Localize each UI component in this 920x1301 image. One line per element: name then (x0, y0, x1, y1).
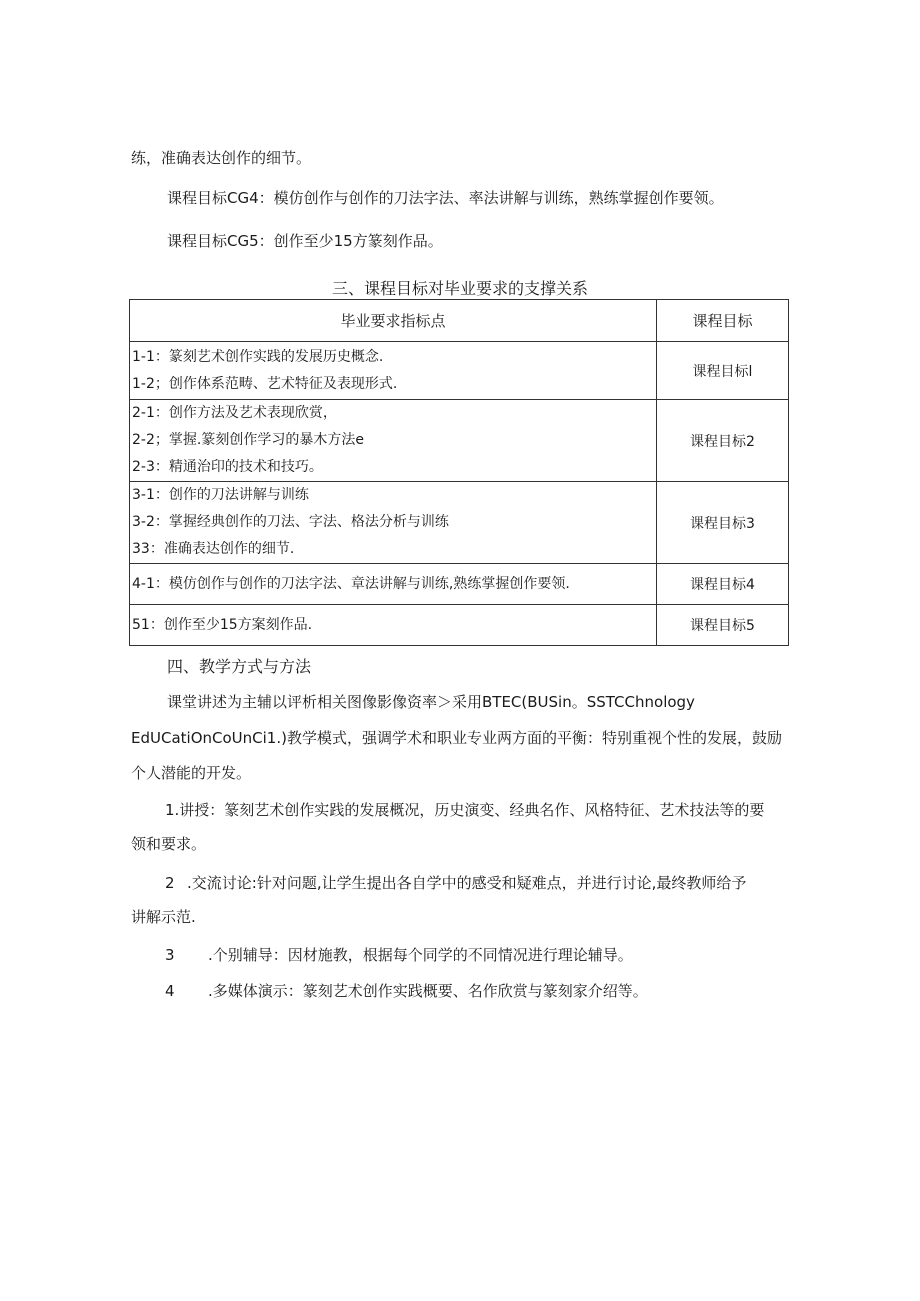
header-course-goal: 课程目标 (657, 300, 789, 342)
method-item-2-line-1 (165, 873, 746, 893)
table-row (130, 605, 789, 646)
method-item-2-number: 2 (165, 874, 175, 892)
point-line: 2-3：精通治印的技术和技巧。 (132, 459, 323, 475)
points-cell (130, 400, 657, 482)
goal-cell: 课程目标3 (657, 482, 789, 564)
method-item-2-line-2: 讲解示范. (131, 908, 196, 926)
goal-cell: 课程目标l (657, 342, 789, 400)
method-item-3-text: .个别辅导：因材施教，根据每个同学的不同情况进行理论辅导。 (208, 946, 633, 964)
point-line: 3-2：掌握经典创作的刀法、字法、格法分析与训练 (132, 514, 449, 530)
header-graduation-points: 毕业要求指标点 (130, 300, 657, 342)
method-item-2-text: .交流讨论:针对问题,让学生提出各自学中的感受和疑难点，并进行讨论,最终教师给予 (187, 874, 747, 892)
goal-cell: 课程目标2 (657, 400, 789, 482)
method-item-1-line-1: 1.讲授：篆刻艺术创作实践的发展概况，历史演变、经典名作、风格特征、艺术技法等的要 (165, 801, 765, 819)
method-item-1-line-2: 领和要求。 (131, 835, 207, 853)
method-item-4-text: .多媒体演示：篆刻艺术创作实践概要、名作欣赏与篆刻家介绍等。 (208, 982, 648, 1000)
point-line: 51：创作至少15方案刻作品. (132, 616, 313, 633)
point-line: 33：准确表达创作的细节. (132, 541, 295, 557)
method-item-3 (165, 945, 633, 965)
point-line: 3-1：创作的刀法讲解与训练 (132, 487, 309, 503)
method-item-4 (165, 981, 648, 1001)
intro-line-1: 课堂讲述为主辅以评析相关图像影像资率＞采用BTEC(BUSin。SSTCChnology (167, 693, 695, 711)
course-goal-cg5: 课程目标CG5：创作至少15方篆刻作品。 (167, 232, 443, 250)
table-row (130, 400, 789, 482)
point-line: 2-1：创作方法及艺术表现欣赏， (132, 405, 337, 421)
table-row (130, 342, 789, 400)
points-cell (130, 342, 657, 400)
intro-line-2: EdUCatiOnCoUnCi1.)教学模式，强调学术和职业专业两方面的平衡：特别重视个性的发展，鼓励 (131, 729, 782, 747)
point-line: 4-1：模仿创作与创作的刀法字法、章法讲解与训练,熟练掌握创作要领. (132, 575, 570, 592)
continued-text-line: 练，准确表达创作的细节。 (131, 149, 312, 167)
table-row (130, 482, 789, 564)
method-item-4-number: 4 (165, 982, 175, 1000)
goal-cell: 课程目标4 (657, 564, 789, 605)
point-line: 1-2；创作体系范畴、艺术特征及表现形式. (132, 375, 398, 392)
points-cell (130, 605, 657, 646)
point-line: 1-1：篆刻艺术创作实践的发展历史概念. (132, 348, 384, 365)
points-cell (130, 482, 657, 564)
method-item-3-number: 3 (165, 946, 175, 964)
support-matrix-table (129, 299, 789, 646)
table-row (130, 564, 789, 605)
intro-line-3: 个人潜能的开发。 (131, 764, 252, 782)
goal-cell: 课程目标5 (657, 605, 789, 646)
section4-heading: 四、教学方式与方法 (167, 657, 312, 676)
point-line: 2-2；掌握.篆刻创作学习的暴木方法e (132, 432, 364, 448)
points-cell (130, 564, 657, 605)
section3-title: 三、课程目标对毕业要求的支撑关系 (331, 279, 588, 298)
course-goal-cg4: 课程目标CG4：模仿创作与创作的刀法字法、率法讲解与训练，熟练掌握创作要领。 (167, 189, 724, 207)
table-header-row (130, 300, 789, 342)
